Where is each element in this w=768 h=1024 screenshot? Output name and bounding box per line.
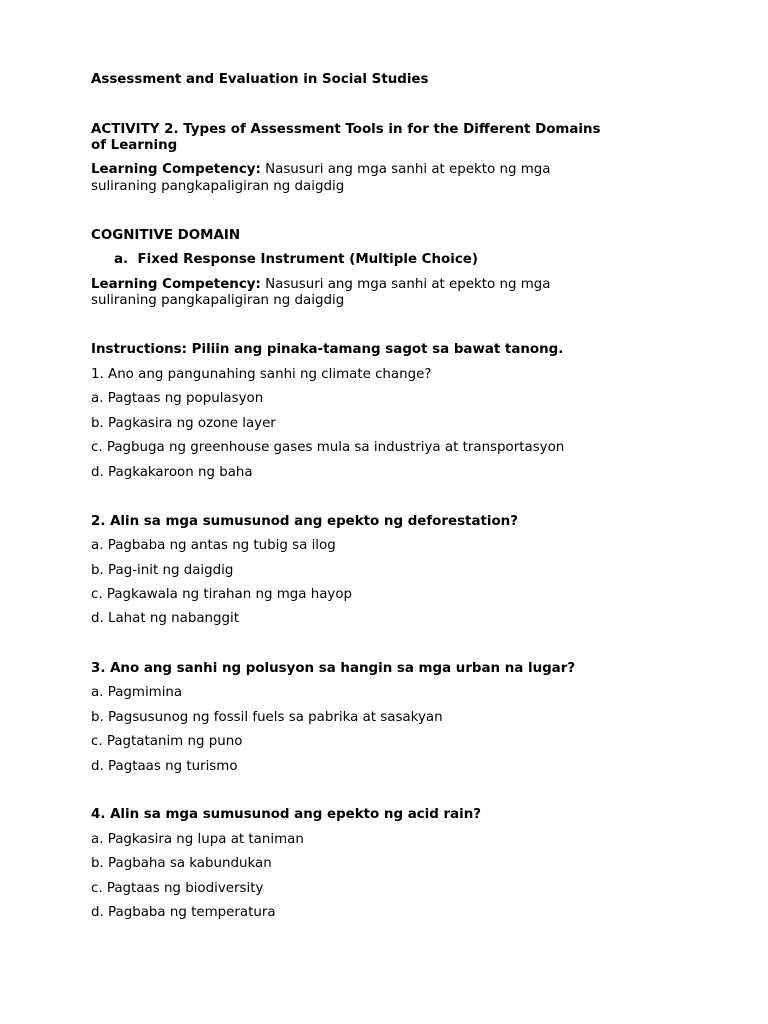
question-3-option-a: a. Pagmimina xyxy=(91,685,183,700)
subsection-heading xyxy=(114,251,714,268)
competency-text: Nasusuri ang mga sanhi at epekto ng mga xyxy=(260,277,551,292)
question-2-option-c: c. Pagkawala ng tirahan ng mga hayop xyxy=(91,587,353,602)
domain-heading: COGNITIVE DOMAIN xyxy=(91,228,241,243)
subsection-title: Fixed Response Instrument (Multiple Choice) xyxy=(137,252,478,267)
learning-competency-2-line-2: suliraning pangkapaligiran ng daigdig xyxy=(91,293,345,308)
document-title: Assessment and Evaluation in Social Studies xyxy=(91,72,429,87)
question-2-option-a: a. Pagbaba ng antas ng tubig sa ilog xyxy=(91,538,336,553)
question-4-option-b: b. Pagbaha sa kabundukan xyxy=(91,856,272,871)
instructions: Instructions: Piliin ang pinaka-tamang sagot sa bawat tanong. xyxy=(91,342,564,357)
subsection-marker: a. xyxy=(114,252,129,267)
learning-competency-2 xyxy=(91,276,691,293)
question-4-option-c: c. Pagtaas ng biodiversity xyxy=(91,881,264,896)
question-1-option-d: d. Pagkakaroon ng baha xyxy=(91,465,253,480)
activity-title-line-1: ACTIVITY 2. Types of Assessment Tools in for the Different Domains xyxy=(91,122,601,137)
competency-label: Learning Competency: xyxy=(91,277,261,292)
question-3-option-c: c. Pagtatanim ng puno xyxy=(91,734,243,749)
question-4-option-d: d. Pagbaba ng temperatura xyxy=(91,905,276,920)
competency-label: Learning Competency: xyxy=(91,162,261,177)
question-2-option-b: b. Pag-init ng daigdig xyxy=(91,563,234,578)
question-stem-1: 1. Ano ang pangunahing sanhi ng climate change? xyxy=(91,367,432,382)
question-1-option-a: a. Pagtaas ng populasyon xyxy=(91,391,264,406)
question-2-option-d: d. Lahat ng nabanggit xyxy=(91,611,239,626)
question-stem-4: 4. Alin sa mga sumusunod ang epekto ng acid rain? xyxy=(91,807,482,822)
question-stem-3: 3. Ano ang sanhi ng polusyon sa hangin sa mga urban na lugar? xyxy=(91,661,576,676)
question-1-option-c: c. Pagbuga ng greenhouse gases mula sa industriya at transportasyon xyxy=(91,440,565,455)
question-3-option-d: d. Pagtaas ng turismo xyxy=(91,759,238,774)
activity-title-line-2: of Learning xyxy=(91,138,178,153)
learning-competency-1-line-2: suliraning pangkapaligiran ng daigdig xyxy=(91,179,345,194)
learning-competency-1 xyxy=(91,161,691,178)
question-stem-2: 2. Alin sa mga sumusunod ang epekto ng deforestation? xyxy=(91,514,518,529)
competency-text: Nasusuri ang mga sanhi at epekto ng mga xyxy=(260,162,551,177)
question-1-option-b: b. Pagkasira ng ozone layer xyxy=(91,416,276,431)
question-4-option-a: a. Pagkasira ng lupa at taniman xyxy=(91,832,304,847)
question-3-option-b: b. Pagsusunog ng fossil fuels sa pabrika at sasakyan xyxy=(91,710,443,725)
